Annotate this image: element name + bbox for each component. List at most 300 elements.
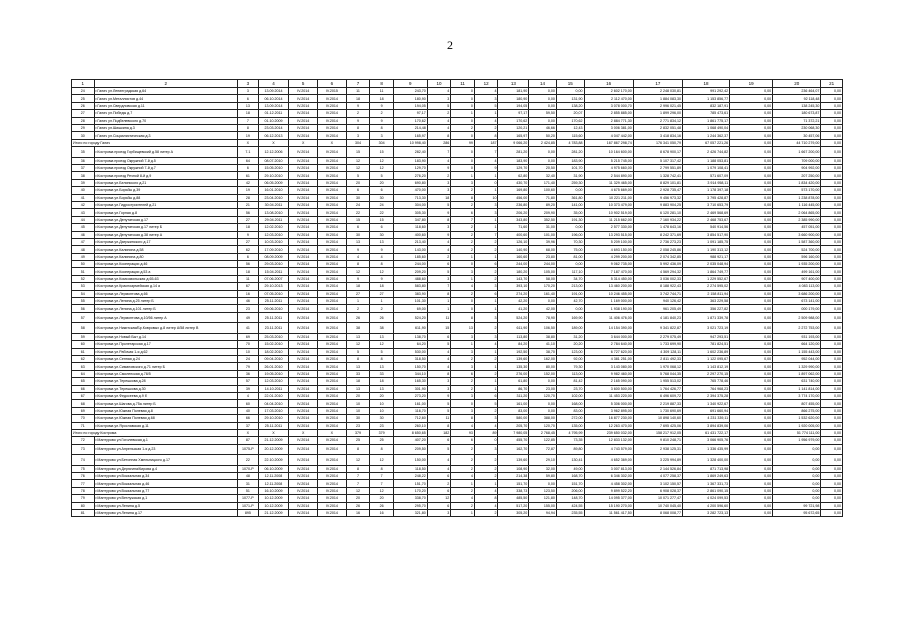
table-cell: 0,00 [821,444,843,455]
table-cell: 0,00 [821,194,843,201]
table-cell: 138,20 [556,102,584,109]
table-cell: 0,00 [529,480,557,487]
table-cell: IV.2014 [289,194,318,201]
table-row [72,165,843,172]
table-cell: г.Мантурово ул.Ветлужская д.1 [94,495,238,502]
table-cell: 4 [427,455,451,466]
table-cell: 106,50 [529,323,557,334]
table-cell: 4 309 128,11 [633,348,682,355]
table-cell: 180,20 [498,268,529,275]
table-cell: 1 938 190,00 [584,305,633,312]
column-number-cell: 13 [498,80,529,88]
table-cell: 664 120,00 [773,341,821,348]
table-cell: 0,00 [773,455,821,466]
table-cell: 0,00 [821,187,843,194]
table-cell: 38,80 [529,333,557,340]
table-cell: 2 [370,110,394,117]
table-cell: X [258,429,289,436]
table-cell: 343,80 [498,216,529,223]
table-row [72,455,843,466]
table-cell: 3 282 723,13 [682,510,729,517]
table-cell: 7 [474,231,498,238]
table-cell: 1 869 249,63 [682,473,729,480]
table-cell: г.Кострома проезд Горбищевский д.58 литер А [94,147,238,158]
table-cell: 0,00 [821,246,843,253]
table-cell: 122,85 [529,437,557,444]
table-cell: 165,30 [393,378,427,385]
table-cell: 4 231 339,11 [682,415,729,422]
table-row [72,147,843,158]
table-cell: 611,90 [393,323,427,334]
table-cell: 9 883 904,25 [633,201,682,208]
table-cell: 4 [238,392,259,399]
table-cell: 43 [72,209,95,216]
table-cell: 1 329 990,00 [773,363,821,370]
table-cell: 12.03.2010 [258,231,289,238]
table-cell: 118,50 [393,465,427,472]
table-cell: 12 [346,487,370,494]
table-cell: IV.2014 [318,165,347,172]
table-cell: 8 [427,216,451,223]
table-cell: г.Галич ул.Шишкина д.3 [94,124,238,131]
table-cell: 6 346 302,00 [584,473,633,480]
table-cell: 18 [346,378,370,385]
table-cell: 10 221 211,00 [584,194,633,201]
table-cell: 1 733 699,90 [633,341,682,348]
table-row [72,487,843,494]
table-cell: 0,00 [529,88,557,95]
table-cell: 4 [474,88,498,95]
table-cell: 15.02.2010 [258,341,289,348]
table-cell: г.Кострома ул.Депутатская д.17 литер Б [94,224,238,231]
table-cell: 13.08.2010 [258,209,289,216]
table-cell: 2 [346,305,370,312]
table-cell: 764 968,23 [682,385,729,392]
table-cell: 9 [346,246,370,253]
table-row [72,157,843,164]
table-cell: 89,80 [556,444,584,455]
table-cell: 457 051,00 [773,224,821,231]
table-cell: 6 727 620,00 [584,348,633,355]
table-cell: 304,00 [393,201,427,208]
table-cell: 3 078 000,70 [584,102,633,109]
table-cell: 4 024 099,53 [682,495,729,502]
subtotal-row [72,429,843,436]
table-cell: 4 [451,422,475,429]
table-cell: 59,50 [529,110,557,117]
table-cell: 07.06.2007 [258,275,289,282]
table-cell: 20,07 [556,110,584,117]
table-cell: 1 328 400,00 [682,455,729,466]
table-cell: 244,00 [498,261,529,268]
column-number-cell: 3 [238,80,259,88]
table-cell: 2 [451,465,475,472]
table-cell: 2 509 988,00 [773,312,821,323]
table-cell: 2 996 021,45 [633,102,682,109]
table-cell: 2 577 330,00 [584,224,633,231]
table-cell: Итого по городу Кострома [72,429,238,436]
table-cell: 2 861 090,15 [682,487,729,494]
table-cell: 1 336 435,99 [682,444,729,455]
table-cell: 3 774 170,00 [773,392,821,399]
table-row [72,172,843,179]
table-cell: 10.12.2009 [258,502,289,509]
table-cell: 67 [238,283,259,290]
table-cell: 0,00 [730,392,773,399]
table-row [72,298,843,305]
table-cell: 0,00 [730,238,773,245]
table-row [72,480,843,487]
table-cell: IV.2014 [289,124,318,131]
table-cell: 305,30 [393,209,427,216]
table-cell: IV.2014 [318,415,347,422]
table-cell: 0,00 [773,473,821,480]
table-cell: 191,00 [556,290,584,297]
table-cell: 8 [370,261,394,268]
table-cell: 152,00 [529,370,557,377]
table-cell: 79 [72,495,95,502]
table-cell: 3 [474,444,498,455]
table-cell: IV.2014 [289,502,318,509]
table-cell: 0,00 [730,385,773,392]
table-cell: 0,00 [730,370,773,377]
table-cell: 0,00 [821,298,843,305]
table-cell: 3 [427,224,451,231]
table-cell: 2 [474,473,498,480]
column-number-cell: 1 [72,80,95,88]
table-cell: IV.2014 [318,124,347,131]
table-cell: IV.2014 [289,348,318,355]
table-cell: 52 [72,275,95,282]
table-cell: 7 695 425,06 [633,422,682,429]
table-cell: 0,00 [821,400,843,407]
table-cell: 1 667 200,00 [773,147,821,158]
table-cell: 23,80 [529,253,557,260]
table-cell: 3 [451,348,475,355]
table-cell: 116,70 [393,407,427,414]
table-cell: IV.2014 [318,502,347,509]
table-row [72,201,843,208]
table-cell: 9 341 822,87 [633,323,682,334]
table-cell: 57 [238,378,259,385]
table-cell: 3 600 500,00 [584,385,633,392]
table-cell: 81,42 [556,378,584,385]
table-cell: 28 [72,117,95,124]
table-cell: 4 975 660,00 [584,165,633,172]
table-cell: 244,00 [393,261,427,268]
table-cell: 180,90 [393,95,427,102]
table-cell: 383,90 [393,290,427,297]
table-cell: г.Кострома ул.Южная Полевая д.68 [94,415,238,422]
table-cell: 71 372,21 [773,117,821,124]
table-cell: 344,10 [393,370,427,377]
table-cell: г.Мантурово ул.Вокзальная д.34 [94,473,238,480]
table-cell: 1 [370,298,394,305]
column-number-cell: 8 [370,80,394,88]
table-cell: 8 188 922,43 [633,283,682,290]
table-cell: 6 [427,487,451,494]
table-cell: 2 112 470,00 [584,95,633,102]
table-cell: 143,70 [498,275,529,282]
table-cell: 13 [346,385,370,392]
table-row [72,407,843,414]
table-cell: 2 [451,238,475,245]
table-cell: г.Галич ул.Ленинградская д.64 [94,88,238,95]
table-cell: 17.09.2010 [258,246,289,253]
table-row [72,510,843,517]
table-cell: 8 242 371,69 [633,231,682,238]
table-cell: 129,70 [498,165,529,172]
table-cell: 0,00 [730,298,773,305]
table-cell: 1 [474,480,498,487]
table-cell: 18 [346,95,370,102]
table-cell: 0 [451,298,475,305]
table-cell: 4 [474,341,498,348]
table-cell: 1077-Р [238,495,259,502]
table-cell: 3 [427,510,451,517]
table-cell: 15.04.2011 [258,268,289,275]
table-cell: 2 771 834,12 [633,117,682,124]
table-cell: 69 [238,333,259,340]
table-cell: 14 095 377,00 [584,495,633,502]
table-cell: 5 107 317,42 [633,157,682,164]
table-cell: 4 [451,495,475,502]
table-cell: г.Мантурово ул.Бетонная Хмельницкого д.17 [94,455,238,466]
table-row [72,348,843,355]
table-cell: 0,00 [821,437,843,444]
table-cell: 58 [72,323,95,334]
table-cell: 0,00 [730,400,773,407]
table-cell: 0,00 [821,88,843,95]
table-cell: 38 [370,323,394,334]
table-cell: г.Кострома ул.Белинского д.21 [94,179,238,186]
table-cell: 18 [238,268,259,275]
table-cell: 13 [346,238,370,245]
table-cell: 4 [474,502,498,509]
table-cell: 8 [346,444,370,455]
table-cell: 1 [474,187,498,194]
table-cell: IV.2014 [318,238,347,245]
table-cell: 0 [451,95,475,102]
table-cell: 189,00 [556,323,584,334]
table-cell: 273,20 [393,392,427,399]
table-cell: 2 297 270,15 [682,370,729,377]
table-cell: 11 [238,275,259,282]
table-cell: 167 867 298,74 [584,139,633,146]
table-cell: 30 [72,132,95,139]
table-cell: 209,50 [393,444,427,455]
table-cell: г.Кострома ул.Сенная д.24 [94,356,238,363]
table-cell: 15 [427,323,451,334]
table-cell: 305,20 [498,510,529,517]
table-cell: 209,90 [529,209,557,216]
table-cell: 961 205,49 [633,305,682,312]
column-number-cell: 19 [730,80,773,88]
table-cell: 2 [474,246,498,253]
table-cell: 76 [72,473,95,480]
table-cell: 3 007 813,00 [584,465,633,472]
table-cell: 3 660 900,00 [773,231,821,238]
table-cell: 455,70 [498,437,529,444]
table-cell: 151,70 [393,480,427,487]
table-cell: 2 [427,172,451,179]
table-cell: г.Кострома проезд Окружной 7-й д.7 [94,165,238,172]
table-cell: 709 000,00 [773,157,821,164]
table-cell: IV.2015 [318,88,347,95]
table-cell: 4 299 200,00 [584,253,633,260]
table-cell: 8 [370,124,394,131]
table-cell: 10 [474,194,498,201]
table-cell: 15 [370,216,394,223]
table-cell: 1 190 313,12 [682,246,729,253]
table-cell: 49,00 [556,465,584,472]
table-cell: 1 [451,480,475,487]
table-cell: 580,00 [498,415,529,422]
table-cell: 9 456 973,32 [633,194,682,201]
table-cell: 20.12.2009 [258,444,289,455]
table-cell: 40 [72,187,95,194]
table-cell: 25.03.2010 [258,333,289,340]
table-cell: 4 [451,473,475,480]
table-cell: 28 [238,194,259,201]
table-cell: 0,00 [773,495,821,502]
table-cell: 1 [427,298,451,305]
table-cell: 73,35 [556,437,584,444]
table-cell: г.Кострома ул.Кооперации д.46 [94,261,238,268]
table-cell: 0,00 [730,246,773,253]
table-cell: 62 [72,356,95,363]
table-cell: 9 [370,275,394,282]
table-cell: 38 [72,172,95,179]
table-cell: 7 980,05 [498,429,529,436]
table-cell: IV.2014 [289,444,318,455]
table-cell: 57 [72,312,95,323]
table-cell: 187 [474,139,498,146]
table-cell: 0,00 [821,392,843,399]
table-cell: 3 418 834,16 [633,132,682,139]
table-cell: 691 660,94 [682,407,729,414]
table-cell: 488,60 [393,275,427,282]
table-cell: 10 740 045,40 [633,502,682,509]
table-cell: 23.03.2014 [258,124,289,131]
table-cell: IV.2014 [318,437,347,444]
table-cell: IV.2014 [289,422,318,429]
table-cell: 35,00 [556,209,584,216]
table-cell: 4 [427,348,451,355]
table-cell: 20 [370,392,394,399]
table-cell: 0 [451,157,475,164]
table-row [72,312,843,323]
table-cell: 0,00 [730,194,773,201]
table-cell: 8 829 101,81 [633,179,682,186]
table-cell: 20 [370,179,394,186]
table-cell: 20 [346,392,370,399]
table-cell: 9 066,20 [498,139,529,146]
table-cell: IV.2014 [318,187,347,194]
table-cell: г.Кострома проезд Окружной 7-й д.5 [94,157,238,164]
table-cell: 3 742 744,71 [633,290,682,297]
column-number-cell: 2 [94,80,238,88]
table-cell: 2 058 245,86 [633,246,682,253]
table-cell: 70 [238,341,259,348]
table-cell: 9 [427,165,451,172]
table-row [72,187,843,194]
table-cell: 311,20 [498,392,529,399]
table-row [72,216,843,223]
table-cell: 0,00 [730,378,773,385]
table-cell: 30 [346,231,370,238]
table-cell: г.Кострома ул.Ярославская д.11 [94,422,238,429]
table-cell: 4 675 669,00 [584,187,633,194]
table-cell: 1 [474,348,498,355]
table-cell: 0,00 [730,201,773,208]
table-cell: 26 [346,502,370,509]
table-cell: 68,00 [529,246,557,253]
table-cell: 13 [238,102,259,109]
table-cell: 11 [370,88,394,95]
table-cell: 1071-Р [238,502,259,509]
table-cell: IV.2014 [289,147,318,158]
table-cell: 71,60 [498,224,529,231]
table-cell: 611,90 [498,323,529,334]
table-cell: 991 292,42 [682,88,729,95]
table-row [72,305,843,312]
table-cell: 170,62 [556,117,584,124]
table-cell: 140,90 [498,246,529,253]
table-cell: 3 644 000,00 [584,333,633,340]
table-cell: 9 [370,117,394,124]
table-cell: 0,00 [529,95,557,102]
table-cell: 192,50 [498,348,529,355]
table-cell: 1 [474,385,498,392]
table-cell: 4 047 442,00 [584,132,633,139]
table-cell: 8 [370,444,394,455]
table-cell: 25.11.2011 [258,312,289,323]
table-cell: 8 068 008,77 [633,510,682,517]
table-cell: IV.2014 [318,400,347,407]
table-cell: 230 068,30 [773,124,821,131]
table-cell: 150,00 [393,455,427,466]
table-cell: 3 [427,275,451,282]
table-cell: IV.2014 [318,422,347,429]
table-cell: 20 [346,179,370,186]
table-cell: 0,00 [821,510,843,517]
table-cell: 75,00 [556,246,584,253]
table-cell: 13 [370,238,394,245]
table-cell: 12.11.2008 [258,473,289,480]
table-cell: 0 [451,117,475,124]
table-cell: 0,00 [730,487,773,494]
table-cell: 31,90 [556,172,584,179]
table-cell: IV.2014 [318,253,347,260]
table-cell: 524,20 [393,312,427,323]
table-cell: 23 [238,305,259,312]
table-cell: 39 [238,385,259,392]
table-cell: 895 [238,510,259,517]
table-cell: 2 274 595,02 [682,283,729,290]
table-cell: X [289,139,318,146]
table-row [72,132,843,139]
table-cell: 286 [427,139,451,146]
table-cell: 0,00 [821,253,843,260]
table-cell: 143,00 [393,246,427,253]
table-cell: 0,00 [730,187,773,194]
table-cell: 97,17 [393,110,427,117]
table-cell: 13 293 515,00 [584,231,633,238]
table-cell: 0,00 [730,283,773,290]
table-cell: 0,00 [730,147,773,158]
table-cell: 183,90 [393,157,427,164]
